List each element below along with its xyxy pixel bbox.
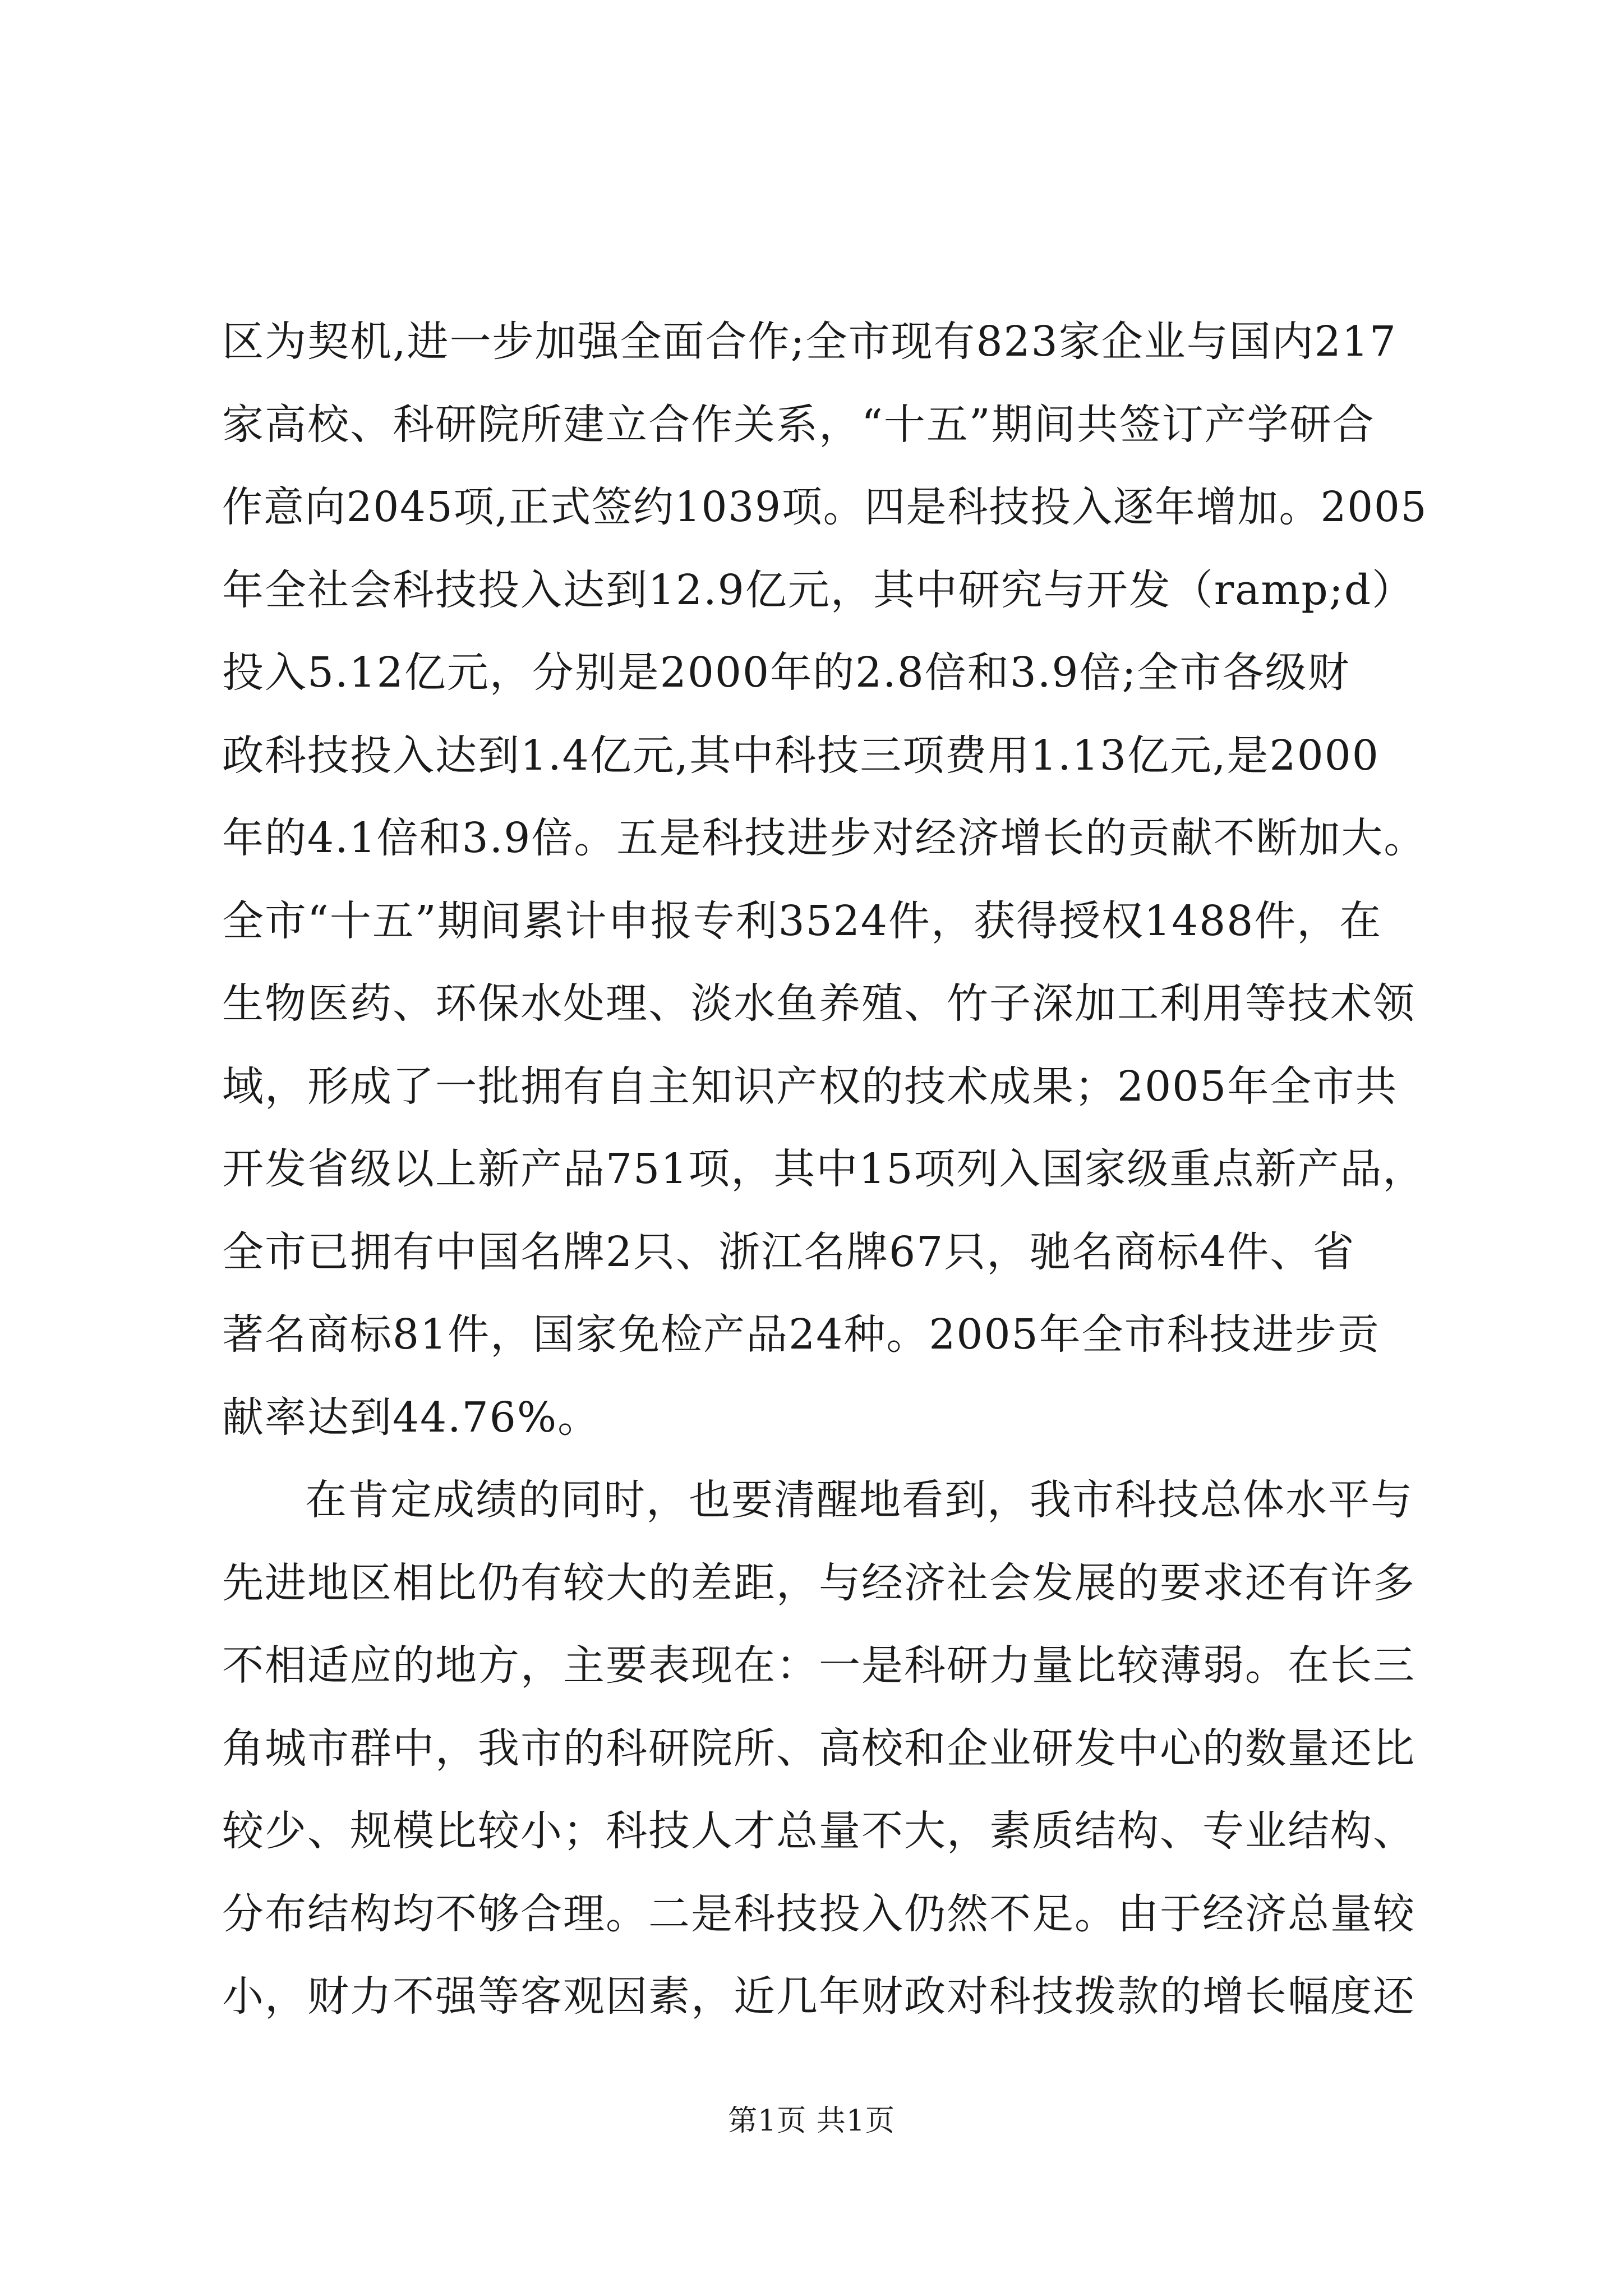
text-line: 角城市群中，我市的科研院所、高校和企业研发中心的数量还比 <box>222 1724 1415 1773</box>
text-line: 小，财力不强等客观因素，近几年财政对科技拨款的增长幅度还 <box>222 1972 1415 2021</box>
body-text <box>222 301 1428 2039</box>
text-line: 年全社会科技投入达到12.9亿元，其中研究与开发（ramp;d） <box>222 565 1415 614</box>
text-line: 投入5.12亿元，分别是2000年的2.8倍和3.9倍;全市各级财 <box>222 648 1350 697</box>
text-line: 著名商标81件，国家免检产品24种。2005年全市科技进步贡 <box>222 1310 1380 1359</box>
text-line: 全市已拥有中国名牌2只、浙江名牌67只，驰名商标4件、省 <box>222 1227 1355 1276</box>
text-line: 分布结构均不够合理。二是科技投入仍然不足。由于经济总量较 <box>222 1889 1415 1938</box>
text-line: 域，形成了一批拥有自主知识产权的技术成果；2005年全市共 <box>222 1062 1398 1111</box>
text-line: 政科技投入达到1.4亿元,其中科技三项费用1.13亿元,是2000 <box>222 731 1380 780</box>
text-line: 开发省级以上新产品751项，其中15项列入国家级重点新产品， <box>222 1145 1426 1193</box>
text-line: 家高校、科研院所建立合作关系，“十五”期间共签订产学研合 <box>222 400 1375 449</box>
text-line: 作意向2045项,正式签约1039项。四是科技投入逐年增加。2005 <box>222 483 1428 531</box>
page-footer: 第1页 共1页 <box>728 2104 895 2138</box>
text-line: 全市“十五”期间累计申报专利3524件，获得授权1488件，在 <box>222 896 1382 945</box>
text-line: 年的4.1倍和3.9倍。五是科技进步对经济增长的贡献不断加大。 <box>222 814 1427 862</box>
text-line: 先进地区相比仍有较大的差距，与经济社会发展的要求还有许多 <box>222 1558 1415 1607</box>
text-line: 较少、规模比较小；科技人才总量不大，素质结构、专业结构、 <box>222 1807 1415 1855</box>
paragraph-first-line: 在肯定成绩的同时，也要清醒地看到，我市科技总体水平与 <box>305 1476 1413 1524</box>
text-line: 生物医药、环保水处理、淡水鱼养殖、竹子深加工利用等技术领 <box>222 979 1415 1028</box>
text-line: 区为契机,进一步加强全面合作;全市现有823家企业与国内217 <box>222 318 1397 366</box>
text-line: 不相适应的地方，主要表现在：一是科研力量比较薄弱。在长三 <box>222 1641 1415 1690</box>
text-line: 献率达到44.76%。 <box>222 1393 601 1442</box>
